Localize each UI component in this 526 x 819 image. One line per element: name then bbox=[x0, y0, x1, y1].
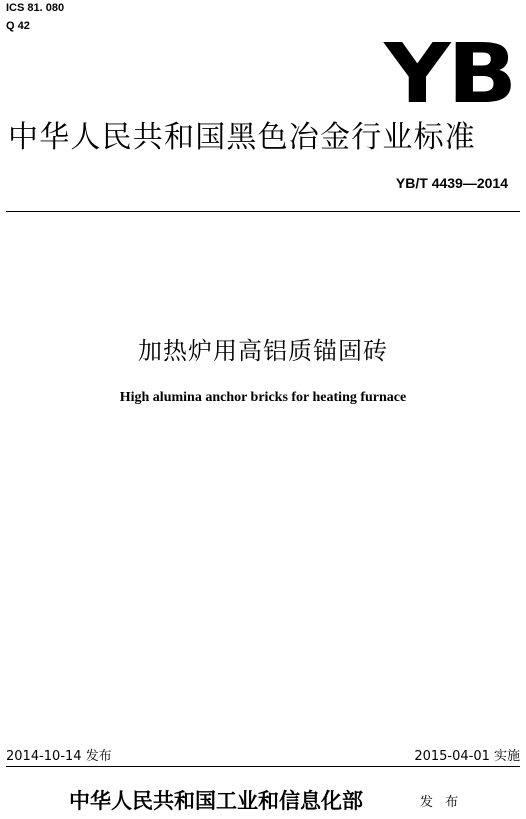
document-title-chinese: 加热炉用高铝质锚固砖 bbox=[138, 337, 388, 365]
document-title-english: High alumina anchor bricks for heating furnace bbox=[119, 390, 407, 405]
ics-code: ICS 81. 080 bbox=[6, 2, 65, 14]
standard-number: YB/T 4439—2014 bbox=[395, 175, 508, 191]
issue-date: 2014-10-14 发布 bbox=[6, 749, 112, 764]
implementation-date: 2015-04-01 实施 bbox=[414, 749, 520, 764]
standard-category-title: 中华人民共和国黑色冶金行业标准 bbox=[8, 120, 476, 155]
yb-logo: YB bbox=[384, 27, 514, 122]
issuing-authority: 中华人民共和国工业和信息化部 bbox=[69, 788, 363, 813]
bottom-divider bbox=[6, 766, 520, 767]
top-divider bbox=[6, 211, 520, 212]
publish-label: 发 布 bbox=[420, 795, 463, 810]
ccs-code: Q 42 bbox=[6, 20, 30, 32]
